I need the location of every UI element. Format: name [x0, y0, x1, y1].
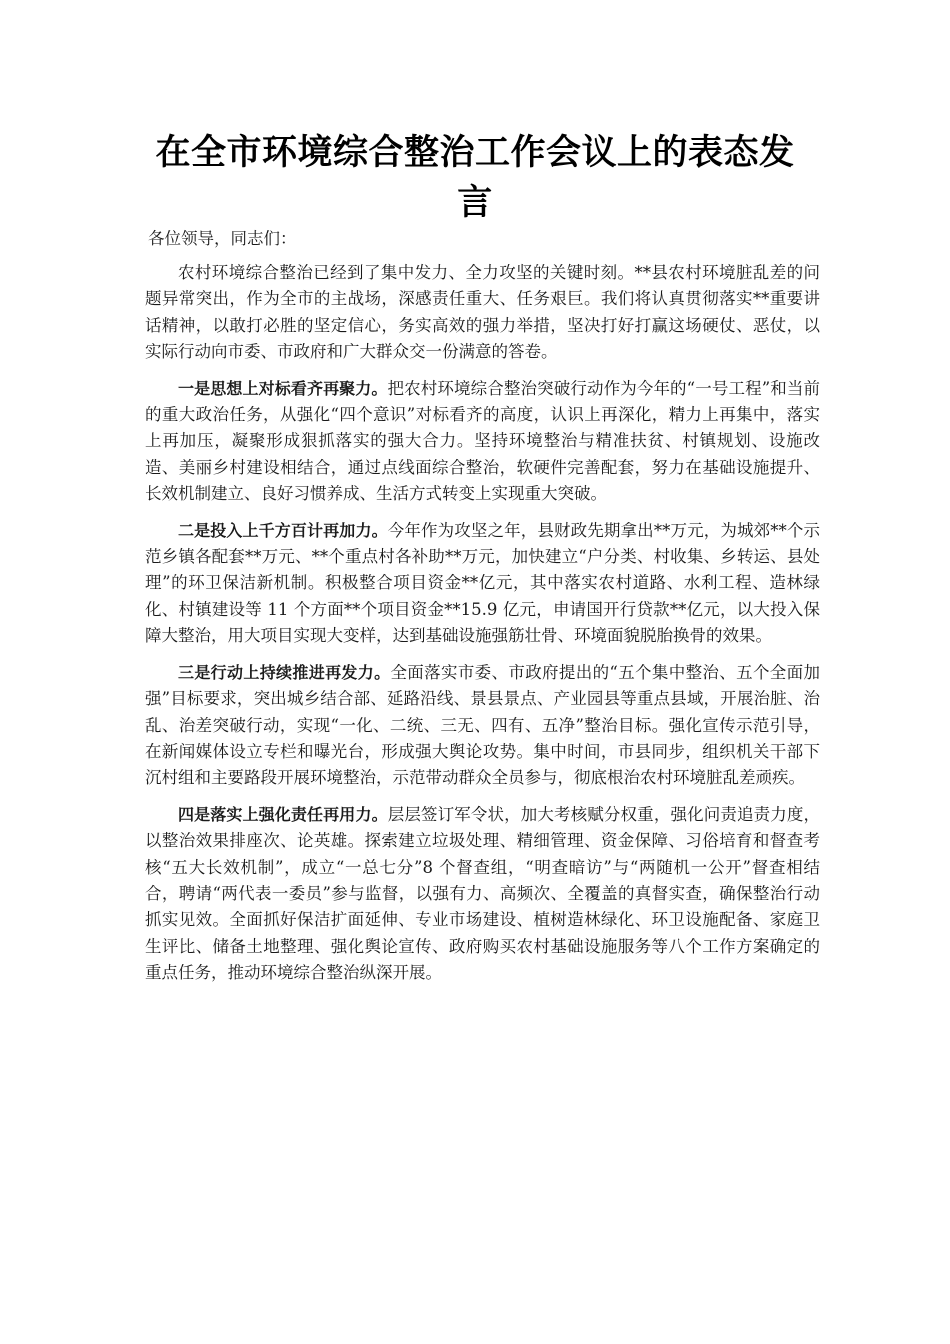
paragraph-point-1: [145, 376, 820, 508]
paragraph-intro: [145, 260, 820, 366]
paragraph-text: 把农村环境综合整治突破行动作为今年的“一号工程”和当前的重大政治任务，从强化“四个意识”对标看齐的高度，认识上再深化，精力上再集中，落实上再加压，凝聚形成狠抓落实的强大合力。坚持环境整治与精准扶贫、村镇规划、设施改造、美丽乡村建设相结合，通过点线面综合整治，软硬件完善配套，努力在基础设施提升、长效机制建立、良好习惯养成、生活方式转变上实现重大突破。: [145, 378, 820, 504]
paragraph-point-3: [145, 660, 820, 792]
paragraph-point-2: [145, 518, 820, 650]
paragraph-text: 农村环境综合整治已经到了集中发力、全力攻坚的关键时刻。**县农村环境脏乱差的问题异常突出，作为全市的主战场，深感责任重大、任务艰巨。我们将认真贯彻落实**重要讲话精神，以敢打必胜的坚定信心，务实高效的强力举措，坚决打好打赢这场硬仗、恶仗，以实际行动向市委、市政府和广大群众交一份满意的答卷。: [145, 263, 820, 362]
paragraph-lead: 三是行动上持续推进再发力。: [178, 662, 391, 682]
document-body: [145, 260, 820, 997]
document-title: 在全市环境综合整治工作会议上的表态发言: [155, 133, 795, 223]
paragraph-text: 今年作为攻坚之年，县财政先期拿出**万元，为城郊**个示范乡镇各配套**万元、**个重点村各补助**万元，加快建立“户分类、村收集、乡转运、县处理”的环卫保洁新机制。积极整合项目资金**亿元，其中落实农村道路、水利工程、造林绿化、村镇建设等 11 个方面**个项目资金**15.9 亿元，申请国开行贷款**亿元，以大投入保障大整治，用大项目实现大变样，达到基础设施强筋壮骨、环境面貌脱胎换骨的效果。: [145, 520, 820, 646]
paragraph-text: 层层签订军令状，加大考核赋分权重，强化问责追责力度，以整治效果排座次、论英雄。探索建立垃圾处理、精细管理、资金保障、习俗培育和督查考核“五大长效机制”，成立“一总七分”8 个督查组，“明查暗访”与“两随机一公开”督查相结合，聘请“两代表一委员”参与监督，以强有力、高频次、全覆盖的真督实查，确保整治行动抓实见效。全面抓好保洁扩面延伸、专业市场建设、植树造林绿化、环卫设施配备、家庭卫生评比、储备土地整理、强化舆论宣传、政府购买农村基础设施服务等八个工作方案确定的重点任务，推动环境综合整治纵深开展。: [145, 804, 820, 983]
paragraph-lead: 四是落实上强化责任再用力。: [178, 804, 388, 824]
paragraph-lead: 二是投入上千方百计再加力。: [178, 520, 388, 540]
paragraph-point-4: [145, 802, 820, 987]
paragraph-lead: 一是思想上对标看齐再聚力。: [178, 378, 388, 398]
paragraph-text: 全面落实市委、市政府提出的“五个集中整治、五个全面加强”目标要求，突出城乡结合部、延路沿线、景县景点、产业园县等重点县域，开展治脏、治乱、治差突破行动，实现“一化、二统、三无、四有、五净”整治目标。强化宣传示范引导，在新闻媒体设立专栏和曝光台，形成强大舆论攻势。集中时间，市县同步，组织机关干部下沉村组和主要路段开展环境整治，示范带动群众全员参与，彻底根治农村环境脏乱差顽疾。: [145, 662, 820, 788]
salutation: 各位领导，同志们：: [148, 229, 297, 248]
